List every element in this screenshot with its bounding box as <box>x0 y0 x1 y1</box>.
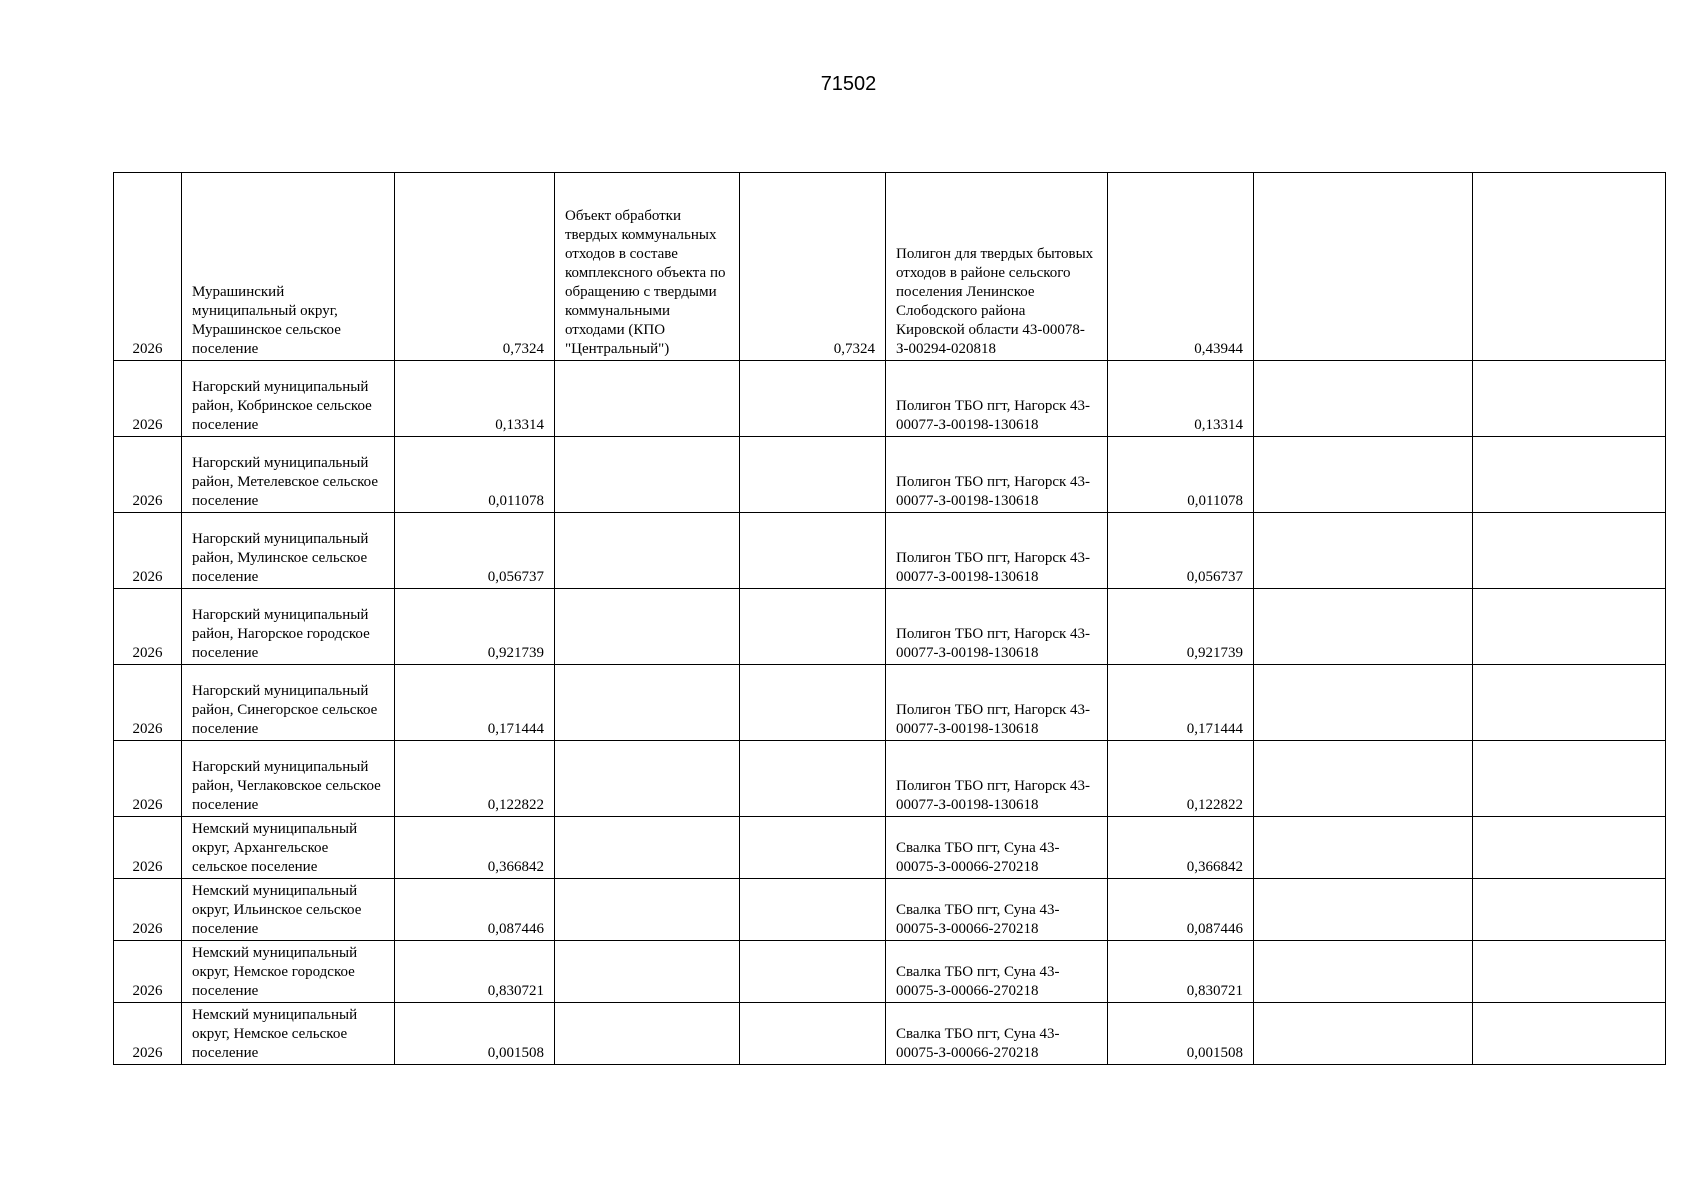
processing-object-cell <box>555 361 740 437</box>
disposal-object-cell: Полигон ТБО пгт, Нагорск 43-00077-З-00198-130618 <box>886 513 1108 589</box>
volume-cell: 0,056737 <box>395 513 555 589</box>
year-cell: 2026 <box>114 817 182 879</box>
waste-flow-table <box>113 172 1666 1065</box>
disposal-object-cell: Полигон ТБО пгт, Нагорск 43-00077-З-00198-130618 <box>886 437 1108 513</box>
processing-volume-cell <box>740 941 886 1003</box>
territory-cell: Нагорский муниципальный район, Синегорское сельское поселение <box>182 665 395 741</box>
table-row <box>114 817 1666 879</box>
disposal-volume-cell: 0,056737 <box>1108 513 1254 589</box>
year-cell: 2026 <box>114 589 182 665</box>
territory-cell: Немский муниципальный округ, Немское сельское поселение <box>182 1003 395 1065</box>
processing-object-cell <box>555 817 740 879</box>
disposal-volume-cell: 0,830721 <box>1108 941 1254 1003</box>
year-cell: 2026 <box>114 941 182 1003</box>
year-cell: 2026 <box>114 665 182 741</box>
year-cell: 2026 <box>114 879 182 941</box>
processing-object-cell <box>555 879 740 941</box>
disposal-volume-cell: 0,087446 <box>1108 879 1254 941</box>
territory-cell: Нагорский муниципальный район, Чеглаковское сельское поселение <box>182 741 395 817</box>
table-row <box>114 437 1666 513</box>
empty-cell <box>1254 941 1473 1003</box>
processing-object-cell <box>555 665 740 741</box>
processing-volume-cell <box>740 589 886 665</box>
empty-cell <box>1473 437 1666 513</box>
disposal-object-cell: Полигон ТБО пгт, Нагорск 43-00077-З-00198-130618 <box>886 741 1108 817</box>
empty-cell <box>1473 741 1666 817</box>
processing-volume-cell <box>740 1003 886 1065</box>
disposal-volume-cell: 0,122822 <box>1108 741 1254 817</box>
territory-cell: Немский муниципальный округ, Архангельское сельское поселение <box>182 817 395 879</box>
empty-cell <box>1254 173 1473 361</box>
disposal-object-cell: Свалка ТБО пгт, Суна 43-00075-З-00066-270218 <box>886 817 1108 879</box>
year-cell: 2026 <box>114 437 182 513</box>
processing-volume-cell <box>740 741 886 817</box>
disposal-volume-cell: 0,366842 <box>1108 817 1254 879</box>
empty-cell <box>1473 1003 1666 1065</box>
territory-cell: Нагорский муниципальный район, Мулинское сельское поселение <box>182 513 395 589</box>
year-cell: 2026 <box>114 741 182 817</box>
table-row <box>114 513 1666 589</box>
empty-cell <box>1473 513 1666 589</box>
table-row <box>114 665 1666 741</box>
volume-cell: 0,122822 <box>395 741 555 817</box>
disposal-volume-cell: 0,43944 <box>1108 173 1254 361</box>
disposal-volume-cell: 0,001508 <box>1108 1003 1254 1065</box>
empty-cell <box>1473 879 1666 941</box>
territory-cell: Нагорский муниципальный район, Нагорское городское поселение <box>182 589 395 665</box>
empty-cell <box>1473 361 1666 437</box>
processing-object-cell: Объект обработки твердых коммунальных отходов в составе комплексного объекта по обращению с твердыми коммунальными отходами (КПО "Центральный") <box>555 173 740 361</box>
volume-cell: 0,011078 <box>395 437 555 513</box>
processing-object-cell <box>555 1003 740 1065</box>
disposal-object-cell: Полигон для твердых бытовых отходов в районе сельского поселения Ленинское Слободского района Кировской области 43-00078-З-00294-020818 <box>886 173 1108 361</box>
volume-cell: 0,001508 <box>395 1003 555 1065</box>
empty-cell <box>1254 665 1473 741</box>
processing-volume-cell <box>740 361 886 437</box>
volume-cell: 0,921739 <box>395 589 555 665</box>
processing-volume-cell <box>740 437 886 513</box>
year-cell: 2026 <box>114 173 182 361</box>
empty-cell <box>1254 1003 1473 1065</box>
volume-cell: 0,830721 <box>395 941 555 1003</box>
territory-cell: Немский муниципальный округ, Ильинское сельское поселение <box>182 879 395 941</box>
year-cell: 2026 <box>114 513 182 589</box>
table-row <box>114 361 1666 437</box>
empty-cell <box>1473 665 1666 741</box>
disposal-object-cell: Полигон ТБО пгт, Нагорск 43-00077-З-00198-130618 <box>886 665 1108 741</box>
year-cell: 2026 <box>114 1003 182 1065</box>
processing-volume-cell <box>740 817 886 879</box>
processing-object-cell <box>555 513 740 589</box>
processing-volume-cell <box>740 513 886 589</box>
volume-cell: 0,13314 <box>395 361 555 437</box>
territory-cell: Немский муниципальный округ, Немское городское поселение <box>182 941 395 1003</box>
volume-cell: 0,171444 <box>395 665 555 741</box>
empty-cell <box>1473 817 1666 879</box>
table-row <box>114 589 1666 665</box>
processing-volume-cell <box>740 879 886 941</box>
table-row <box>114 1003 1666 1065</box>
page-number: 71502 <box>820 73 877 95</box>
processing-object-cell <box>555 437 740 513</box>
disposal-volume-cell: 0,13314 <box>1108 361 1254 437</box>
disposal-object-cell: Свалка ТБО пгт, Суна 43-00075-З-00066-270218 <box>886 1003 1108 1065</box>
territory-cell: Мурашинский муниципальный округ, Мурашинское сельское поселение <box>182 173 395 361</box>
processing-volume-cell <box>740 665 886 741</box>
processing-volume-cell: 0,7324 <box>740 173 886 361</box>
volume-cell: 0,366842 <box>395 817 555 879</box>
processing-object-cell <box>555 741 740 817</box>
territory-cell: Нагорский муниципальный район, Метелевское сельское поселение <box>182 437 395 513</box>
empty-cell <box>1473 173 1666 361</box>
processing-object-cell <box>555 589 740 665</box>
year-cell: 2026 <box>114 361 182 437</box>
disposal-volume-cell: 0,921739 <box>1108 589 1254 665</box>
disposal-object-cell: Свалка ТБО пгт, Суна 43-00075-З-00066-270218 <box>886 941 1108 1003</box>
empty-cell <box>1473 941 1666 1003</box>
territory-cell: Нагорский муниципальный район, Кобринское сельское поселение <box>182 361 395 437</box>
table-row <box>114 879 1666 941</box>
empty-cell <box>1254 741 1473 817</box>
disposal-object-cell: Свалка ТБО пгт, Суна 43-00075-З-00066-270218 <box>886 879 1108 941</box>
disposal-object-cell: Полигон ТБО пгт, Нагорск 43-00077-З-00198-130618 <box>886 361 1108 437</box>
disposal-object-cell: Полигон ТБО пгт, Нагорск 43-00077-З-00198-130618 <box>886 589 1108 665</box>
empty-cell <box>1473 589 1666 665</box>
table-row <box>114 173 1666 361</box>
disposal-volume-cell: 0,011078 <box>1108 437 1254 513</box>
table-row <box>114 741 1666 817</box>
volume-cell: 0,087446 <box>395 879 555 941</box>
disposal-volume-cell: 0,171444 <box>1108 665 1254 741</box>
processing-object-cell <box>555 941 740 1003</box>
volume-cell: 0,7324 <box>395 173 555 361</box>
empty-cell <box>1254 513 1473 589</box>
empty-cell <box>1254 361 1473 437</box>
table-row <box>114 941 1666 1003</box>
empty-cell <box>1254 817 1473 879</box>
empty-cell <box>1254 589 1473 665</box>
empty-cell <box>1254 437 1473 513</box>
empty-cell <box>1254 879 1473 941</box>
